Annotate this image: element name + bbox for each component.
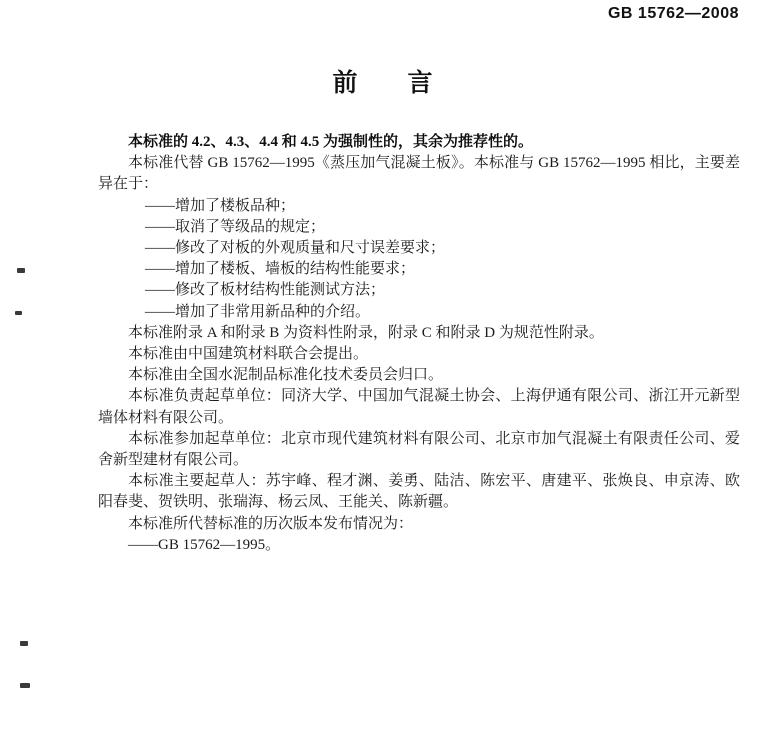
paragraph: 本标准的 4.2、4.3、4.4 和 4.5 为强制性的，其余为推荐性的。 <box>128 134 534 150</box>
paragraph: ——增加了非常用新品种的介绍。 <box>145 303 371 320</box>
scan-speck <box>15 311 22 315</box>
paragraph: 本标准参加起草单位：北京市现代建筑材料有限公司、北京市加气混凝土有限责任公司、爱舍新型建材有限公司。 <box>98 430 740 469</box>
paragraph: ——增加了楼板品种； <box>145 197 296 214</box>
paragraph: ——GB 15762—1995。 <box>128 536 281 553</box>
page-title: 前 言 <box>332 70 433 97</box>
scan-speck <box>17 268 25 273</box>
paragraph: ——取消了等级品的规定； <box>145 218 326 235</box>
paragraph: ——修改了对板的外观质量和尺寸误差要求； <box>145 240 446 257</box>
paragraph: ——增加了楼板、墙板的结构性能要求； <box>145 261 416 278</box>
paragraph: 本标准负责起草单位：同济大学、中国加气混凝土协会、上海伊通有限公司、浙江开元新型墙体材料有限公司。 <box>98 388 740 426</box>
paragraph: ——修改了板材结构性能测试方法； <box>145 282 386 299</box>
scan-speck <box>20 683 30 688</box>
document-body <box>98 132 740 556</box>
paragraph: 本标准所代替标准的历次版本发布情况为： <box>128 515 414 532</box>
standard-code-header: GB 15762—2008 <box>607 5 739 22</box>
paragraph: 本标准主要起草人：苏宇峰、程才渊、姜勇、陆洁、陈宏平、唐建平、张焕良、申京涛、欧阳春斐、贺铁明、张瑞海、杨云凤、王能关、陈新疆。 <box>98 473 740 511</box>
scan-speck <box>20 641 28 646</box>
paragraph: 本标准附录 A 和附录 B 为资料性附录，附录 C 和附录 D 为规范性附录。 <box>128 324 604 341</box>
paragraph: 本标准由全国水泥制品标准化技术委员会归口。 <box>128 367 444 384</box>
paragraph: 本标准由中国建筑材料联合会提出。 <box>128 346 369 363</box>
paragraph: 本标准代替 GB 15762—1995《蒸压加气混凝土板》。本标准与 GB 15762—1995 相比，主要差异在于： <box>98 155 740 193</box>
